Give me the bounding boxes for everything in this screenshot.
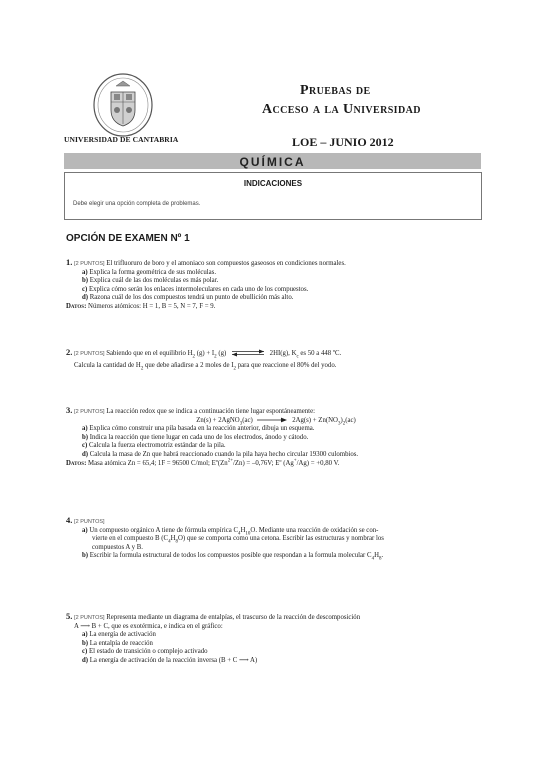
title-line-2: Acceso a la Universidad [262,102,421,117]
university-name: UNIVERSIDAD DE CANTABRIA [64,135,179,144]
indications-box [64,172,482,220]
indications-title: INDICACIONES [243,179,303,188]
question-1: 1. [2 PUNTOS] El trifluoruro de boro y el amoniaco son compuestos gaseosos en condiciones normales. a) Explica la forma geométrica de sus moléculas. b) Explica cuál de las dos moléculas es más polar. c) Explica cómo serán los enlaces intermoleculares en cada uno de los compuestos. d) Razona cuál de los dos compuestos tendrá un punto de ebullición más alto. Datos: Números atómicos: H = 1, B = 5, N = 7, F = 9. [66,257,346,310]
reaction-arrow-icon [254,417,290,423]
stem-text: para que reaccione el 80% del yodo. [236,361,337,369]
question-4: 4. [2 PUNTOS] a) Un compuesto orgánico A tiene de fórmula empírica $C_4H_{10}O$. Mediante una reacción de oxidación se con- vierte en el compuesto B $(C_4H_8O)$ que se comporta como una cetona. Escribir las estructuras y nombrar los compuestos A y B. b) Escribir la formula estructural de todos los compuestos posible que respondan a la formula molecular $C_4H_8$. [66,515,384,562]
question-stem-line-2: A ⟶ B + C, que es exotérmica, e indica en el gráfico: [74,622,223,630]
stem-text: Sabiendo que en el equilibrio H [106,350,193,357]
question-points: [2 PUNTOS] [74,519,105,525]
item-c: El estado de transición o complejo activado [88,648,208,656]
exam-session: LOE – JUNIO 2012 [292,135,394,149]
item-b: . [381,552,384,560]
item-b: La entalpía de reacción [89,639,153,647]
item-a: La energía de activación [89,631,156,639]
question-stem: El trifluoruro de boro y el amoniaco son compuestos gaseosos en condiciones normales. [106,260,346,267]
stem-text: es 50 a 448 ºC. [298,350,342,357]
reaction-text: (ac) [242,416,253,424]
reaction-text: (ac) [345,416,356,424]
stem-text: (g) + I [195,350,215,357]
stem-text: (g) [216,350,227,357]
question-2: 2. [2 PUNTOS] Sabiendo que en el equilibrio $H_2$ $(g) + I_2$ (g) 2HI(g), $K_c$ es 50 a 448 ºC. Calcula la cantidad de $H_2$ que debe añadirse a 2 moles de $I_2$ para que reaccione el 80% del yodo. [66,347,342,371]
question-stem: La reacción redox que se indica a continuación tiene lugar espontáneamente: [106,408,315,415]
subject-title: QUÍMICA [239,155,306,169]
question-points: [2 PUNTOS] [74,615,105,621]
indications-text: Debe elegir una opción completa de problemas. [73,201,201,207]
item-a: O. Mediante una reacción de oxidación se con- [250,526,379,534]
reaction-text: Zn(s) + 2AgNO [196,416,240,424]
item-b: H [374,552,379,560]
question-number: 1. [66,257,73,267]
item-a: H [170,535,176,543]
question-number: 4. [66,515,73,525]
question-5: 5. [2 PUNTOS] Representa mediante un diagrama de entalpías, el trascurso de la reacción de descomposición A ⟶ B + C, que es exotérmica, e indica en el gráfico: a) La energía de activación b) La entalpía de reacción c) El estado de transición o complejo activado d) La energía de activación de la reacción inversa (B + C ⟶ A) [66,611,361,664]
data-text: Masa atómica Zn = 65,4; 1F = 96500 C/mol; Eº(Zn [88,459,228,467]
question-points: [2 PUNTOS] [74,261,105,267]
item-c: Calcula la fuerza electromotriz estándar de la pila. [88,442,226,450]
title-line-1: Pruebas de [300,83,371,98]
question-number: 5. [66,611,73,621]
item-a: O) que se comporta como una cetona. Escribir las estructuras y nombrar los [178,535,384,543]
data-label: Datos: [66,302,87,310]
item-b: Escribir la formula estructural de todos los compuestos posible que respondan a la formula molecular C [89,552,372,560]
option-heading: OPCIÓN DE EXAMEN Nº 1 [66,233,190,244]
item-a: H [240,526,246,534]
item-d: La energía de activación de la reacción inversa (B + C ⟶ A) [89,656,258,664]
question-stem: Representa mediante un diagrama de entalpías, el trascurso de la reacción de descomposición [106,614,361,621]
question-number: 3. [66,405,73,415]
item-a: compuestos A y B. [92,543,143,551]
item-a: Explica cómo construir una pila basada en la reacción anterior, dibuja un esquema. [89,425,315,433]
data-text: /Ag) = +0,80 V. [296,459,340,467]
university-seal-logo [92,72,154,138]
redox-reaction: Zn(s) + 2AgNO$_3$(ac) $2Ag(s) + Zn(NO_3)_2(ac)$ [196,416,356,426]
item-d: Calcula la masa de Zn que habrá reaccionado cuando la pila haya hecho circular 19300 culombios. [89,450,359,458]
item-b: Explica cuál de las dos moléculas es más polar. [89,277,219,285]
item-a: vierte en el compuesto B (C [92,535,169,543]
stem-text: Calcula la cantidad de H [74,361,141,369]
item-b: Indica la reacción que tiene lugar en cada uno de los electrodos, ánodo y cátodo. [89,433,309,441]
stem-text: que debe añadirse a 2 moles de I [143,361,234,369]
item-a: Explica la forma geométrica de sus moléculas. [89,268,217,276]
equilibrium-arrow-icon [228,349,268,357]
subject-bar [64,153,481,169]
question-number: 2. [66,347,73,357]
question-points: [2 PUNTOS] [74,351,105,357]
data-label: Datos: [66,459,87,467]
item-c: Explica cómo serán los enlaces intermoleculares en cada uno de los compuestos. [88,285,309,293]
item-a: Un compuesto orgánico A tiene de fórmula empírica C [89,526,238,534]
data-text: Números atómicos: H = 1, B = 5, N = 7, F = 9. [88,302,216,310]
question-3: 3. [2 PUNTOS] La reacción redox que se indica a continuación tiene lugar espontáneamente: Zn(s) + 2AgNO$_3$(ac) $2Ag(s) + Zn(NO_3)_2(ac)$ a) Explica cómo construir una pila basada en la reacción anterior, dibuja un esquema. b) Indica la reacción que tiene lugar en cada uno de los electrodos, ánodo y cátodo. c) Calcula la fuerza electromotriz estándar de la pila. d) Calcula la masa de Zn que habrá reaccionado cuando la pila haya hecho circular 19300 culombios. Datos: Masa atómica Zn = 65,4; 1F = 96500 C/mol; $Eº(Zn^{2+}/Zn) = -0,76V$; Eº (Ag+/Ag) = +0,80 V. [66,406,486,468]
question-points: [2 PUNTOS] [74,409,105,415]
item-d: Razona cuál de los dos compuestos tendrá un punto de ebullición más alto. [89,294,294,302]
data-text: /Zn) = –0,76V; Eº (Ag [233,459,294,467]
reaction-text: 2Ag(s) + Zn(NO [292,416,338,424]
stem-text: 2HI(g), K [269,350,297,357]
